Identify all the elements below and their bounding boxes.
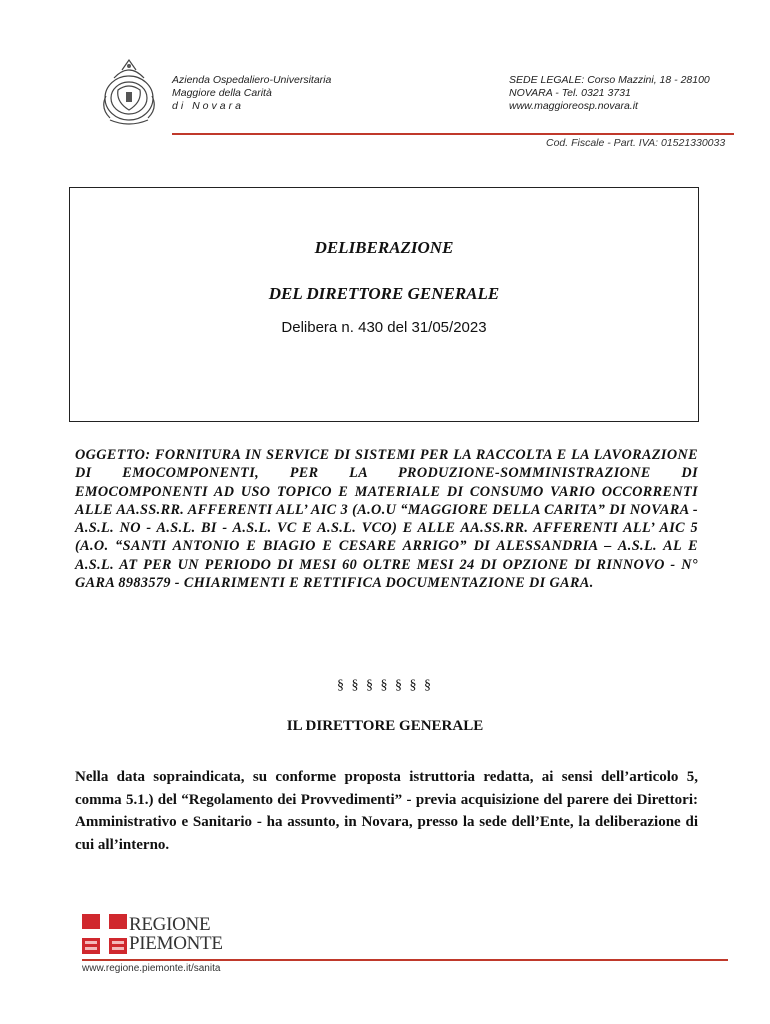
hospital-seal-icon <box>96 56 162 128</box>
sede-phone: NOVARA - Tel. 0321 3731 <box>509 87 631 99</box>
org-name-line-2: Maggiore della Carità <box>172 87 272 99</box>
section-separator: § § § § § § § <box>337 678 433 693</box>
delibera-number: Delibera n. 430 del 31/05/2023 <box>281 319 487 336</box>
organization-name <box>172 74 412 113</box>
sede-address: SEDE LEGALE: Corso Mazzini, 18 - 28100 <box>509 74 710 86</box>
body-paragraph: Nella data sopraindicata, su conforme proposta istruttoria redatta, ai sensi dell’articolo 5, comma 5.1.) del “Regolamento dei Provvedimenti” - previa acquisizione del parere dei Direttori: Amministrativo e Sanitario - ha assunto, in Novara, presso la sede dell’Ente, la deliberazione di cui all’interno. <box>75 769 698 853</box>
regione-piemonte-logo-icon <box>82 914 127 954</box>
fiscal-code: Cod. Fiscale - Part. IVA: 01521330033 <box>546 137 726 149</box>
footer-name-line-2: PIEMONTE <box>129 933 223 954</box>
subject-paragraph: OGGETTO: FORNITURA IN SERVICE DI SISTEMI PER LA RACCOLTA E LA LAVORAZIONE DI EMOCOMPONENTI, PER LA PRODUZIONE-SOMMINISTRAZIONE DI EMOCOMPONENTI AD USO TOPICO E MATERIALE DI CONSUMO VARIO OCCORRENTI ALLE AA.SS.RR. AFFERENTI ALL’ AIC 3 (A.O.U “MAGGIORE DELLA CARITA” DI NOVARA - A.S.L. NO - A.S.L. BI - A.S.L. VC E A.S.L. VCO) E ALLE AA.SS.RR. AFFERENTI ALL’ AIC 5 (A.O. “SANTI ANTONIO E BIAGIO E CESARE ARRIGO” DI ALESSANDRIA – A.S.L. AL E A.S.L. AT PER UN PERIODO DI MESI 60 OLTRE MESI 24 DI OPZIONE DI RINNOVO - N° GARA 8983579 - CHIARIMENTI E RETTIFICA DOCUMENTAZIONE DI GARA. <box>75 447 698 592</box>
director-heading: IL DIRETTORE GENERALE <box>286 718 484 734</box>
footer-region-name <box>129 915 223 953</box>
sede-website: www.maggioreosp.novara.it <box>509 100 638 112</box>
footer-divider <box>82 959 728 961</box>
header-divider <box>172 133 734 135</box>
footer-name-line-1: REGIONE <box>129 914 211 935</box>
org-name-line-3: di Novara <box>172 100 244 112</box>
document-subtitle: DEL DIRETTORE GENERALE <box>268 284 500 303</box>
legal-seat <box>509 74 749 113</box>
title-box <box>69 187 699 422</box>
footer-url: www.regione.piemonte.it/sanita <box>82 963 221 974</box>
org-name-line-1: Azienda Ospedaliero-Universitaria <box>172 74 332 86</box>
document-title: DELIBERAZIONE <box>314 238 454 257</box>
